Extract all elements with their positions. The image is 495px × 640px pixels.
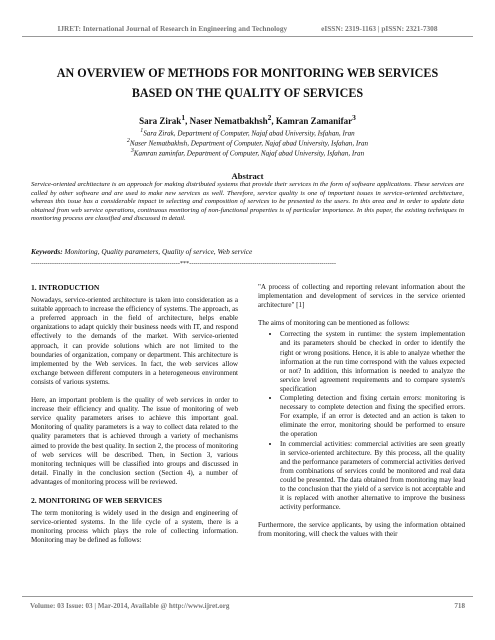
header-rule [22, 36, 473, 37]
title-line-2: BASED ON THE QUALITY OF SERVICES [131, 86, 364, 100]
paragraph: The term monitoring is widely used in the design and engineering of service-oriented systems. In the life cycle of a system, there is a monitoring process which plays the role of collecting information. Monitoring may be defined as follows: [31, 509, 238, 545]
section-heading: 2. MONITORING OF WEB SERVICES [31, 495, 163, 505]
journal-issn: eISSN: 2319-1163 | pISSN: 2321-7308 [321, 24, 438, 33]
affiliation-text: Sara Zirak, Department of Computer, Najaf abad University, Isfahan, Iran [143, 129, 355, 138]
affiliation-text: Naser Nematbakhsh, Department of Computer, Najaf abad University, Isfahan, Iran [129, 139, 369, 148]
section-heading: 1. INTRODUCTION [31, 283, 100, 292]
footer-text: Volume: 03 Issue: 03 | Mar-2014, Available @ http://www.ijret.org [30, 602, 230, 610]
paper-title [20, 63, 475, 103]
affiliation [0, 138, 495, 147]
aims-list [258, 330, 465, 512]
abstract-text: Service-oriented architecture is an approach for making distributed systems that provide their services in the form of software applications. These services are called by other software and are used to make new services as well. Therefore, service quality is one of important issues in service-oriented architecture, whereas this issue has a considerable impact in selecting and composition of services to be presented to the users. In this area and in order to update data obtained from web service operations, continuous monitoring of non-functional properties is of particular importance. In this paper, the existing techniques in monitoring process are classified and discussed in detail. [31, 181, 464, 223]
paragraph: Furthermore, the service applicants, by using the information obtained from monitoring, will check the values with their [258, 521, 465, 539]
right-column [258, 283, 465, 548]
author-sup: 1 [181, 113, 186, 122]
keywords-label: Keywords: [31, 247, 63, 256]
author-list: Sara Zirak$^1$, Naser Nematbakhsh$^2$, Kamran Zamanifar$^3$ [139, 113, 356, 126]
page-footer [30, 602, 465, 610]
abstract-heading: Abstract [231, 171, 264, 181]
author-name: Kamran Zamanifar [275, 116, 353, 126]
author-sup: 2 [267, 113, 272, 122]
author-sup: 3 [352, 113, 356, 122]
affiliation [0, 148, 495, 157]
paragraph: Nowadays, service-oriented architecture is taken into consideration as a suitable approach to increase the efficiency of systems. The approach, as a preferred approach in the field of architecture, helps enable organizations to adapt quickly their business needs with IT, and respond effectively to the demands of the market. With service-oriented approach, it can provide solutions which are not limited to the boundaries of organization, company or department. This architecture is implemented by the Web services. In fact, the web services allow exchange between different computers in a heterogeneous environment consists of various systems. [31, 296, 238, 386]
affiliation-sup: 2 [126, 138, 130, 144]
author-name: Sara Zirak [139, 116, 182, 126]
section-separator: -----------------------------------------------------------------------***---------------------------------------------------------------------- [31, 261, 337, 267]
running-header [0, 24, 495, 33]
footer-rule [22, 596, 473, 597]
paragraph: Here, an important problem is the quality of web services in order to increase their efficiency and quality. The issue of monitoring of web service quality parameters arises to achieve this important goal. Monitoring of quality parameters is a way to collect data related to the quality parameters that is achieved through a variety of mechanisms aimed to provide the best quality. In section 2, the process of monitoring of web services will be described. Then, in Section 3, various monitoring techniques will be classified into groups and discussed in detail. Finally in the conclusion section (Section 4), a number of advantages of monitoring process will be reviewed. [31, 396, 238, 486]
title-line-1: AN OVERVIEW OF METHODS FOR MONITORING WEB SERVICES [56, 66, 439, 80]
left-column [31, 283, 238, 554]
keywords [31, 247, 464, 256]
affiliation-sup: 1 [140, 128, 144, 134]
list-item: • In commercial activities: commercial activities are seen greatly in service-oriented architecture. By this process, all the quality and the performance parameters of commercial activities derived from combinations of services could be monitored and real data could be presented. The data obtained from monitoring may lead to the conclusion that the yield of a service is not acceptable and it is replaced with another alternative to improve the business activity performance. [280, 440, 465, 513]
affiliation-sup: 3 [130, 148, 134, 154]
list-item: • Completing detection and fixing certain errors: monitoring is necessary to complete detection and fixing the specified errors. For example, if an error is detected and an action is taken to eliminate the error, monitoring should be performed to ensure the operation [280, 394, 465, 439]
author-name: Naser Nematbakhsh [189, 116, 268, 126]
list-item: • Correcting the system in runtime: the system implementation and its parameters should be checked in order to identify the right or wrong positions. Hence, it is able to analyze whether the information at the run time correspond with the values expected or not? In addition, this information is needed to analyze the service level agreement requirements and to compare system's specification [280, 330, 465, 394]
affiliation-text: Kamran zaminfar, Department of Computer, Najaf abad University, Isfahan, Iran [133, 149, 365, 158]
definition-quote: "A process of collecting and reporting relevant information about the implementation and development of services in the service oriented architecture" [1] [258, 283, 465, 310]
page-number: 718 [454, 602, 465, 610]
journal-name: IJRET: International Journal of Research in Engineering and Technology [57, 24, 288, 33]
affiliation [0, 128, 495, 137]
keywords-text: Monitoring, Quality parameters, Quality of service, Web service [62, 247, 253, 256]
paragraph: The aims of monitoring can be mentioned as follows: [258, 319, 410, 328]
